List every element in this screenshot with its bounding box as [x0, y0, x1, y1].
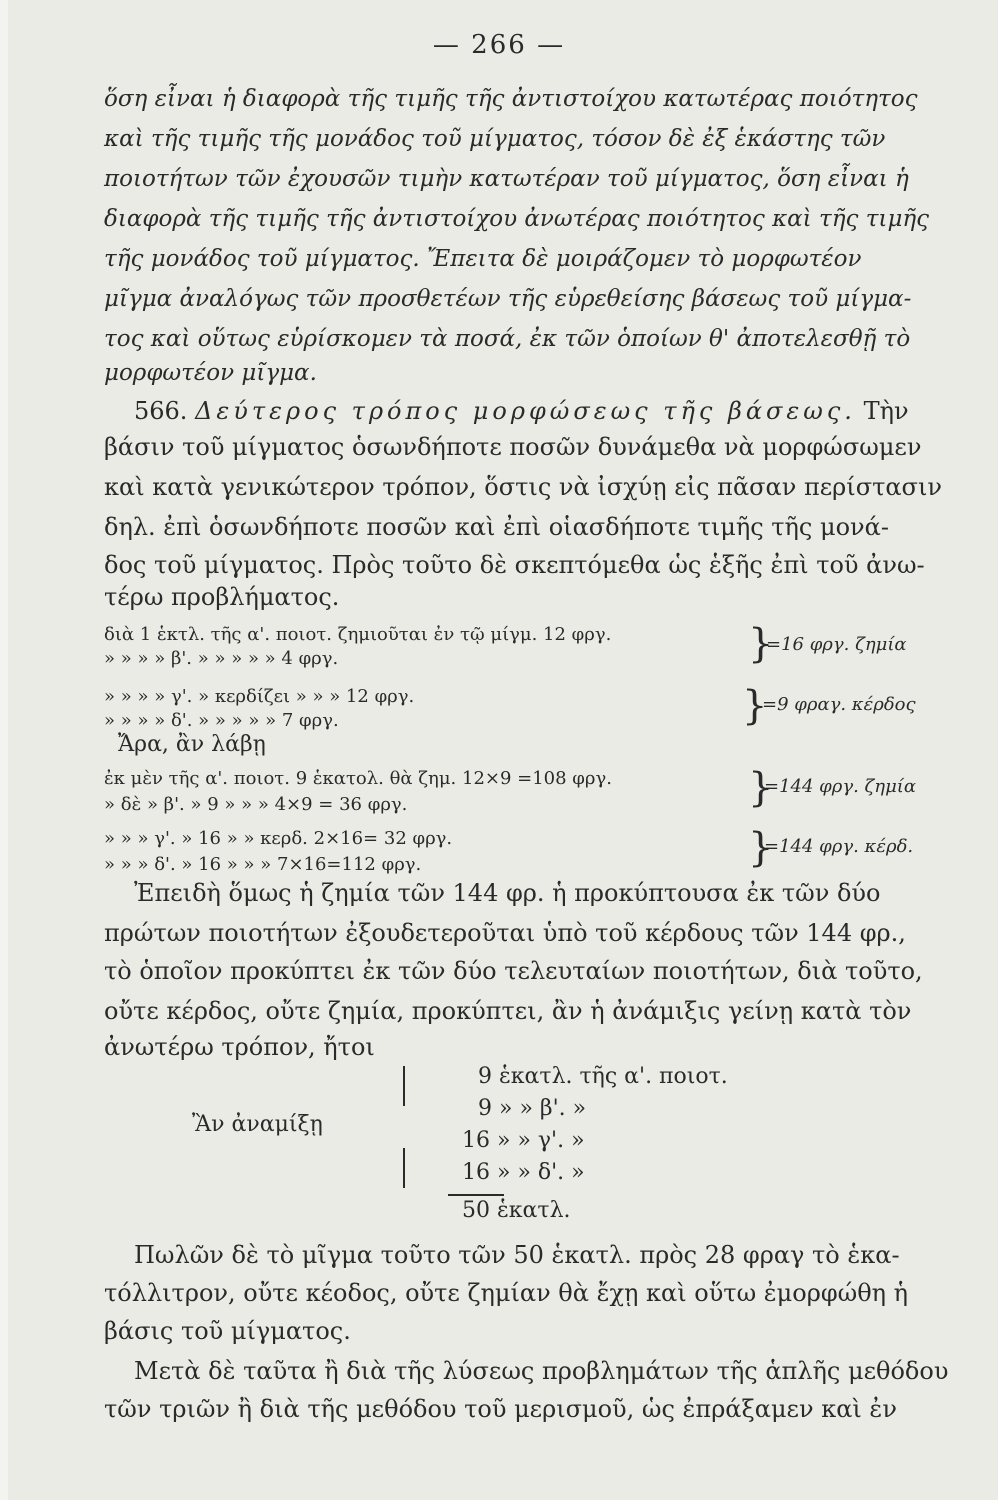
paragraph2-line: ἀνωτέρω τρόπον, ἤτοι — [104, 1033, 375, 1061]
mix-label: Ἂν ἀναμίξῃ — [192, 1112, 323, 1137]
mix-sum-line — [448, 1194, 504, 1196]
paragraph1-line: τῆς μονάδος τοῦ μίγματος. Ἔπειτα δὲ μοιράζομεν τὸ μορφωτέον — [104, 246, 862, 272]
paragraph2-line: οὔτε κέρδος, οὔτε ζημία, προκύπτει, ἂν ἡ ἀνάμιξις γείνῃ κατὰ τὸν — [104, 997, 912, 1025]
table2-brace-gain: } — [748, 825, 774, 871]
paragraph1-line: διαφορὰ τῆς τιμῆς τῆς ἀντιστοίχου ἀνωτέρας ποιότητος καὶ τῆς τιμῆς — [104, 206, 930, 232]
section-line: δος τοῦ μίγματος. Πρὸς τοῦτο δὲ σκεπτόμεθα ὡς ἑξῆς ἐπὶ τοῦ ἀνω- — [104, 551, 925, 579]
table1-result-gain: =9 φραγ. κέρδος — [762, 694, 916, 715]
table2-row: » » » δ'. » 16 » » » 7×16=112 φργ. — [104, 854, 422, 875]
section-title: Δεύτερος τρόπος μορφώσεως τῆς βάσεως. — [195, 397, 856, 425]
paragraph3-line: τόλλιτρον, οὔτε κέοδος, οὔτε ζημίαν θὰ ἔχῃ καὶ οὕτω ἐμορφώθη ἡ — [104, 1279, 909, 1307]
mix-row: 9 ἑκατλ. τῆς α'. ποιοτ. — [478, 1064, 728, 1089]
mix-row: 16 » » δ'. » — [462, 1160, 585, 1185]
table1-row: διὰ 1 ἑκτλ. τῆς α'. ποιοτ. ζημιοῦται ἐν τῷ μίγμ. 12 φργ. — [104, 624, 612, 645]
table1-row: » » » » β'. » » » » » 4 φργ. — [104, 648, 339, 669]
paragraph4-line: τῶν τριῶν ἢ διὰ τῆς μεθόδου τοῦ μερισμοῦ, ὡς ἐπράξαμεν καὶ ἐν — [104, 1395, 897, 1423]
mix-row: 9 » » β'. » — [478, 1096, 587, 1121]
page-number: — 266 — — [432, 30, 566, 60]
mix-bracket-top — [403, 1066, 405, 1106]
paragraph1-line: μορφωτέον μῖγμα. — [104, 360, 317, 386]
section-heading-line — [134, 396, 909, 426]
table2-result-loss: =144 φργ. ζημία — [764, 776, 916, 797]
paragraph3-line: βάσις τοῦ μίγματος. — [104, 1317, 351, 1345]
ara-line: Ἄρα, ἂν λάβῃ — [118, 732, 266, 757]
paragraph4-line: Μετὰ δὲ ταῦτα ἢ διὰ τῆς λύσεως προβλημάτων τῆς ἁπλῆς μεθόδου — [134, 1357, 949, 1385]
section-line: τέρω προβλήματος. — [104, 583, 340, 611]
paragraph2-line: πρώτων ποιοτήτων ἐξουδετεροῦται ὑπὸ τοῦ κέρδους τῶν 144 φρ., — [104, 919, 906, 947]
section-line: δηλ. ἐπὶ ὁσωνδήποτε ποσῶν καὶ ἐπὶ οἱασδήποτε τιμῆς τῆς μονά- — [104, 513, 889, 541]
table1-brace-loss: } — [748, 621, 774, 667]
paragraph1-line: ποιοτήτων τῶν ἐχουσῶν τιμὴν κατωτέραν τοῦ μίγματος, ὅση εἶναι ἡ — [104, 166, 909, 192]
page-edge — [0, 0, 8, 1500]
table1-row: » » » » γ'. » κερδίζει » » » 12 φργ. — [104, 686, 415, 707]
mix-bracket-bottom — [403, 1148, 405, 1188]
mix-total: 50 ἑκατλ. — [462, 1198, 571, 1223]
table2-row: » δὲ » β'. » 9 » » » 4×9 = 36 φργ. — [104, 794, 408, 815]
table1-brace-gain: } — [742, 683, 768, 729]
paragraph1-line: τος καὶ οὕτως εὑρίσκομεν τὰ ποσά, ἐκ τῶν ὁποίων θ' ἀποτελεσθῇ τὸ — [104, 326, 911, 352]
section-line: βάσιν τοῦ μίγματος ὁσωνδήποτε ποσῶν δυνάμεθα νὰ μορφώσωμεν — [104, 433, 922, 461]
table2-row: » » » γ'. » 16 » » κερδ. 2×16= 32 φργ. — [104, 828, 453, 849]
paragraph1-line: καὶ τῆς τιμῆς τῆς μονάδος τοῦ μίγματος, τόσον δὲ ἐξ ἑκάστης τῶν — [104, 126, 886, 152]
paragraph3-line: Πωλῶν δὲ τὸ μῖγμα τοῦτο τῶν 50 ἑκατλ. πρὸς 28 φραγ τὸ ἑκα- — [134, 1241, 900, 1269]
table2-brace-loss: } — [748, 765, 774, 811]
paragraph1-line: μῖγμα ἀναλόγως τῶν προσθετέων τῆς εὑρεθείσης βάσεως τοῦ μίγμα- — [104, 286, 912, 312]
table1-result-loss: =16 φργ. ζημία — [766, 634, 907, 655]
table2-row: ἐκ μὲν τῆς α'. ποιοτ. 9 ἑκατολ. θὰ ζημ. 12×9 =108 φργ. — [104, 768, 612, 789]
table2-result-gain: =144 φργ. κέρδ. — [764, 836, 914, 857]
paragraph1-line: ὅση εἶναι ἡ διαφορὰ τῆς τιμῆς τῆς ἀντιστοίχου κατωτέρας ποιότητος — [104, 86, 918, 112]
table1-row: » » » » δ'. » » » » » 7 φργ. — [104, 710, 339, 731]
mix-row: 16 » » γ'. » — [462, 1128, 585, 1153]
section-first-line-rest: Τὴν — [863, 397, 909, 425]
paragraph2-line: Ἐπειδὴ ὅμως ἡ ζημία τῶν 144 φρ. ἡ προκύπτουσα ἐκ τῶν δύο — [134, 879, 881, 907]
section-number: 566. — [134, 397, 188, 425]
section-line: καὶ κατὰ γενικώτερον τρόπον, ὅστις νὰ ἰσχύῃ εἰς πᾶσαν περίστασιν — [104, 473, 942, 501]
paragraph2-line: τὸ ὁποῖον προκύπτει ἐκ τῶν δύο τελευταίων ποιοτήτων, διὰ τοῦτο, — [104, 957, 923, 985]
